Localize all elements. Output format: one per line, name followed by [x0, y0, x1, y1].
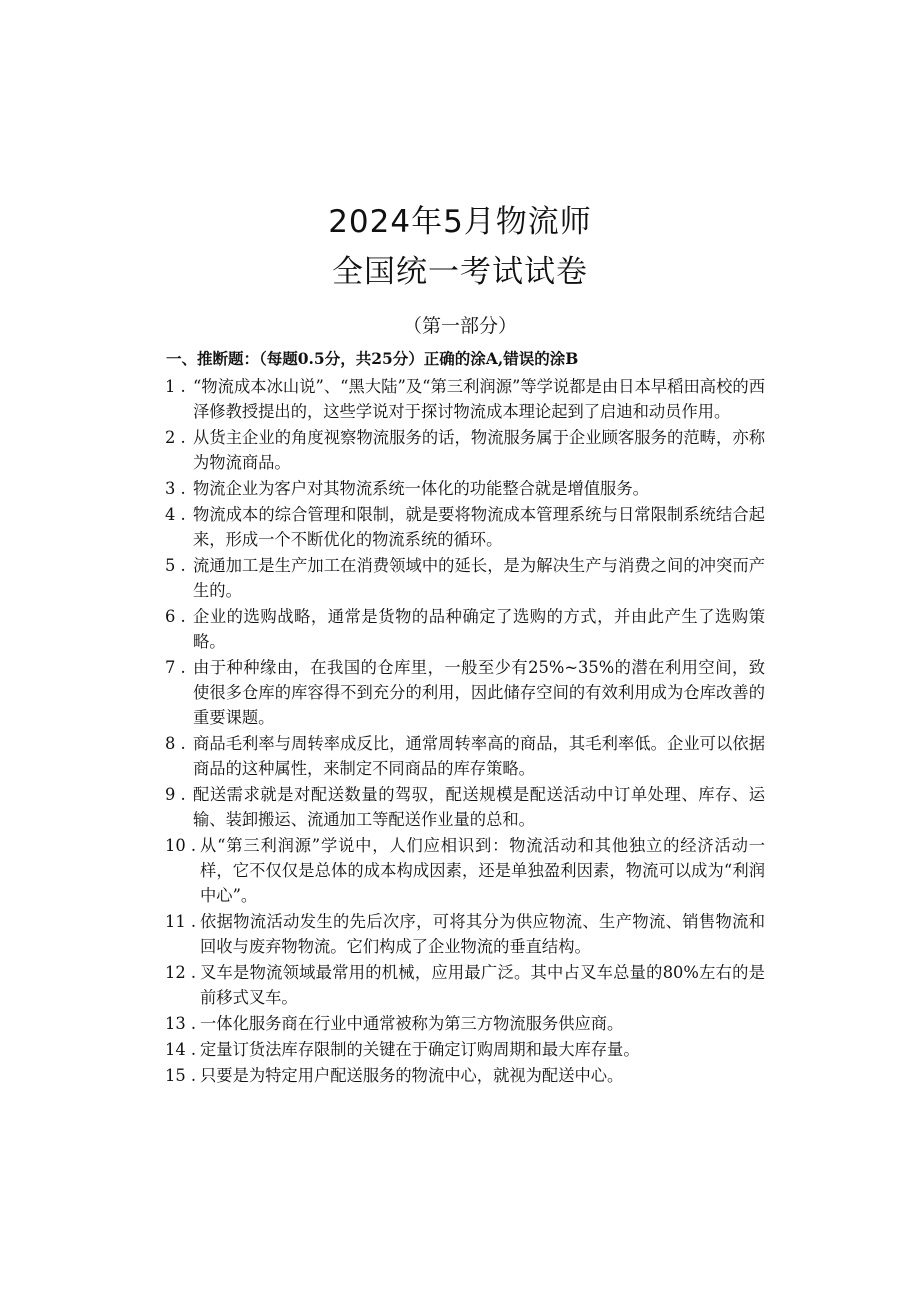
question-item	[165, 782, 765, 832]
question-text: 定量订货法库存限制的关键在于确定订购周期和最大库存量。	[200, 1040, 640, 1059]
question-item	[165, 374, 765, 424]
question-item	[165, 553, 765, 603]
question-text: 物流成本的综合管理和限制，就是要将物流成本管理系统与日常限制系统结合起来，形成一个不断优化的物流系统的循环。	[193, 505, 765, 549]
question-number: 11 .	[165, 912, 197, 931]
question-text: 由于种种缘由，在我国的仓库里，一般至少有25%~35%的潜在利用空间，致使很多仓库的库容得不到充分的利用，因此储存空间的有效利用成为仓库改善的重要课题。	[193, 658, 765, 727]
question-number: 8 .	[165, 734, 186, 753]
question-number: 5 .	[165, 556, 186, 575]
question-text: 物流企业为客户对其物流系统一体化的功能整合就是增值服务。	[193, 479, 649, 498]
question-item	[165, 1011, 765, 1036]
question-text: 从货主企业的角度视察物流服务的话，物流服务属于企业顾客服务的范畴，亦称为物流商品。	[193, 428, 765, 472]
question-item	[165, 604, 765, 654]
question-text: 配送需求就是对配送数量的驾驭，配送规模是配送活动中订单处理、库存、运输、装卸搬运、流通加工等配送作业量的总和。	[193, 785, 765, 829]
question-item	[165, 502, 765, 552]
question-item	[165, 960, 765, 1010]
question-number: 15 .	[165, 1066, 197, 1085]
exam-title-line1: 2024年5月物流师	[328, 204, 592, 240]
part-subtitle: （第一部分）	[402, 315, 517, 337]
question-text: 从“第三利润源”学说中，人们应相识到：物流活动和其他独立的经济活动一样，它不仅仅是总体的成本构成因素，还是单独盈利因素，物流可以成为“利润中心”。	[200, 836, 765, 905]
question-number: 3 .	[165, 479, 186, 498]
question-number: 6 .	[165, 607, 186, 626]
question-item	[165, 425, 765, 475]
question-item	[165, 655, 765, 730]
question-item	[165, 1037, 765, 1062]
question-text: 叉车是物流领域最常用的机械，应用最广泛。其中占叉车总量的80%左右的是前移式叉车。	[200, 963, 765, 1007]
question-list	[165, 374, 765, 1089]
question-text: 依据物流活动发生的先后次序，可将其分为供应物流、生产物流、销售物流和回收与废弃物物流。它们构成了企业物流的垂直结构。	[200, 912, 765, 956]
question-number: 1 .	[165, 377, 186, 396]
question-number: 7 .	[165, 658, 186, 677]
question-text: 只要是为特定用户配送服务的物流中心，就视为配送中心。	[200, 1066, 624, 1085]
question-text: “物流成本冰山说”、“黑大陆”及“第三利润源”等学说都是由日本早稻田高校的西泽修教授提出的，这些学说对于探讨物流成本理论起到了启迪和动员作用。	[193, 377, 765, 421]
question-item	[165, 909, 765, 959]
question-number: 13 .	[165, 1014, 197, 1033]
question-number: 12 .	[165, 963, 197, 982]
question-number: 14 .	[165, 1040, 197, 1059]
question-number: 10 .	[165, 836, 197, 855]
question-item	[165, 476, 765, 501]
question-text: 一体化服务商在行业中通常被称为第三方物流服务供应商。	[200, 1014, 624, 1033]
question-text: 企业的选购战略，通常是货物的品种确定了选购的方式，并由此产生了选购策略。	[193, 607, 765, 651]
question-number: 2 .	[165, 428, 186, 447]
question-item	[165, 833, 765, 908]
exam-title-line2: 全国统一考试试卷	[332, 254, 588, 290]
question-number: 9 .	[165, 785, 186, 804]
question-item	[165, 1063, 765, 1088]
question-text: 流通加工是生产加工在消费领域中的延长，是为解决生产与消费之间的冲突而产生的。	[193, 556, 765, 600]
question-item	[165, 731, 765, 781]
question-number: 4 .	[165, 505, 186, 524]
question-text: 商品毛利率与周转率成反比，通常周转率高的商品，其毛利率低。企业可以依据商品的这种属性，来制定不同商品的库存策略。	[193, 734, 765, 778]
section-heading: 一、推断题：（每题0.5分，共25分）正确的涂A,错误的涂B	[166, 349, 579, 368]
